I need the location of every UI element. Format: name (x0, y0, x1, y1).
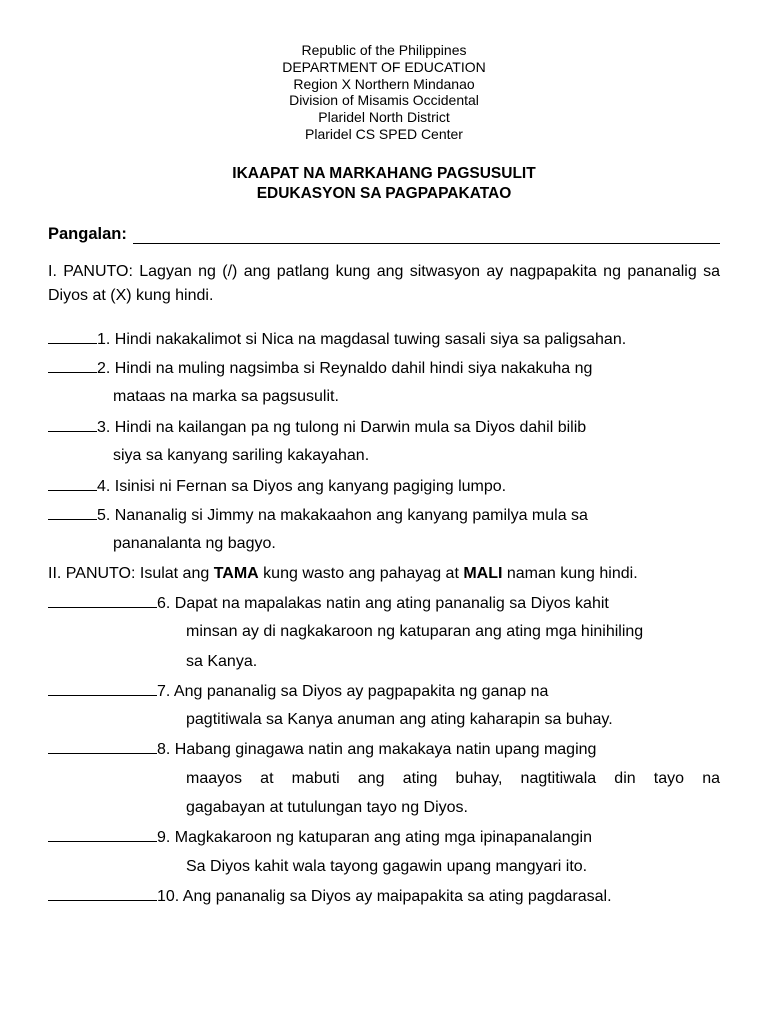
question-8 (48, 739, 596, 760)
school-header (0, 42, 768, 143)
answer-blank-8[interactable] (48, 739, 157, 754)
header-line: Plaridel CS SPED Center (305, 125, 463, 142)
question-text: 7. Ang pananalig sa Diyos ay pagpapakita ng ganap na (157, 683, 549, 700)
question-text: 9. Magkakaroon ng katuparan ang ating mga ipinapanalangin (157, 829, 592, 846)
header-line: Republic of the Philippines (301, 42, 467, 58)
question-text-continued: mataas na marka sa pagsusulit. (113, 388, 339, 405)
question-text: 2. Hindi na muling nagsimba si Reynaldo dahil hindi siya nakakuha ng (97, 360, 593, 377)
question-text: 4. Isinisi ni Fernan sa Diyos ang kanyang pagiging lumpo. (97, 478, 507, 495)
question-10 (48, 886, 612, 907)
part1-instruction: I. PANUTO: Lagyan ng (/) ang patlang kung ang sitwasyon ay nagpapakita ng pananalig sa Diyos at (X) kung hindi. (48, 263, 720, 304)
question-text: 3. Hindi na kailangan pa ng tulong ni Darwin mula sa Diyos dahil bilib (97, 419, 587, 436)
question-text-continued: Sa Diyos kahit wala tayong gagawin upang mangyari ito. (186, 858, 588, 875)
question-9 (48, 827, 592, 848)
answer-blank-5[interactable] (48, 505, 97, 520)
question-7 (48, 681, 548, 702)
exam-title-line1: IKAAPAT NA MARKAHANG PAGSUSULIT (232, 165, 536, 182)
question-text: 10. Ang pananalig sa Diyos ay maipapakita sa ating pagdarasal. (157, 888, 612, 905)
answer-blank-7[interactable] (48, 681, 157, 696)
question-1 (48, 329, 626, 350)
mali-keyword: MALI (463, 565, 503, 582)
header-line: Division of Misamis Occidental (289, 92, 479, 109)
answer-blank-9[interactable] (48, 827, 157, 842)
name-label: Pangalan: (48, 225, 127, 243)
exam-title-line2: EDUKASYON SA PAGPAPAKATAO (256, 185, 512, 202)
header-line: DEPARTMENT OF EDUCATION (282, 58, 486, 75)
part2-instruction-text: II. PANUTO: Isulat ang (48, 565, 214, 582)
question-text-continued: sa Kanya. (186, 653, 258, 670)
answer-blank-6[interactable] (48, 593, 157, 608)
question-text-continued: pagtitiwala sa Kanya anuman ang ating kaharapin sa buhay. (186, 711, 613, 728)
question-text: 6. Dapat na mapalakas natin ang ating pananalig sa Diyos kahit (157, 595, 609, 612)
question-text: 8. Habang ginagawa natin ang makakaya natin upang maging (157, 741, 597, 758)
question-3 (48, 417, 586, 438)
question-text-continued: pananalanta ng bagyo. (113, 535, 276, 552)
part2-instruction-text: kung wasto ang pahayag at (258, 565, 464, 582)
question-text: 5. Nananalig si Jimmy na makakaahon ang kanyang pamilya mula sa (97, 507, 588, 524)
question-5 (48, 505, 588, 526)
name-blank[interactable] (133, 227, 720, 244)
answer-blank-1[interactable] (48, 329, 97, 344)
tama-keyword: TAMA (213, 565, 259, 582)
question-text-continued: siya sa kanyang sariling kakayahan. (113, 447, 370, 464)
header-line: Plaridel North District (318, 109, 450, 126)
header-line: Region X Northern Mindanao (293, 75, 475, 92)
answer-blank-2[interactable] (48, 358, 97, 373)
question-text-continued: gagabayan at tutulungan tayo ng Diyos. (186, 799, 468, 816)
answer-blank-4[interactable] (48, 476, 97, 491)
name-field (48, 222, 720, 244)
exam-title (0, 164, 768, 204)
question-text-continued: maayos at mabuti ang ating buhay, nagtitiwala din tayo na (186, 770, 720, 787)
part2-instruction-text: naman kung hindi. (502, 565, 638, 582)
question-6 (48, 593, 609, 614)
question-2 (48, 358, 592, 379)
part2-instruction (48, 564, 638, 584)
question-4 (48, 476, 506, 497)
question-text: 1. Hindi nakakalimot si Nica na magdasal tuwing sasali siya sa paligsahan. (97, 331, 627, 348)
question-text-continued: minsan ay di nagkakaroon ng katuparan ang ating mga hinihiling (186, 623, 644, 640)
answer-blank-10[interactable] (48, 886, 157, 901)
answer-blank-3[interactable] (48, 417, 97, 432)
